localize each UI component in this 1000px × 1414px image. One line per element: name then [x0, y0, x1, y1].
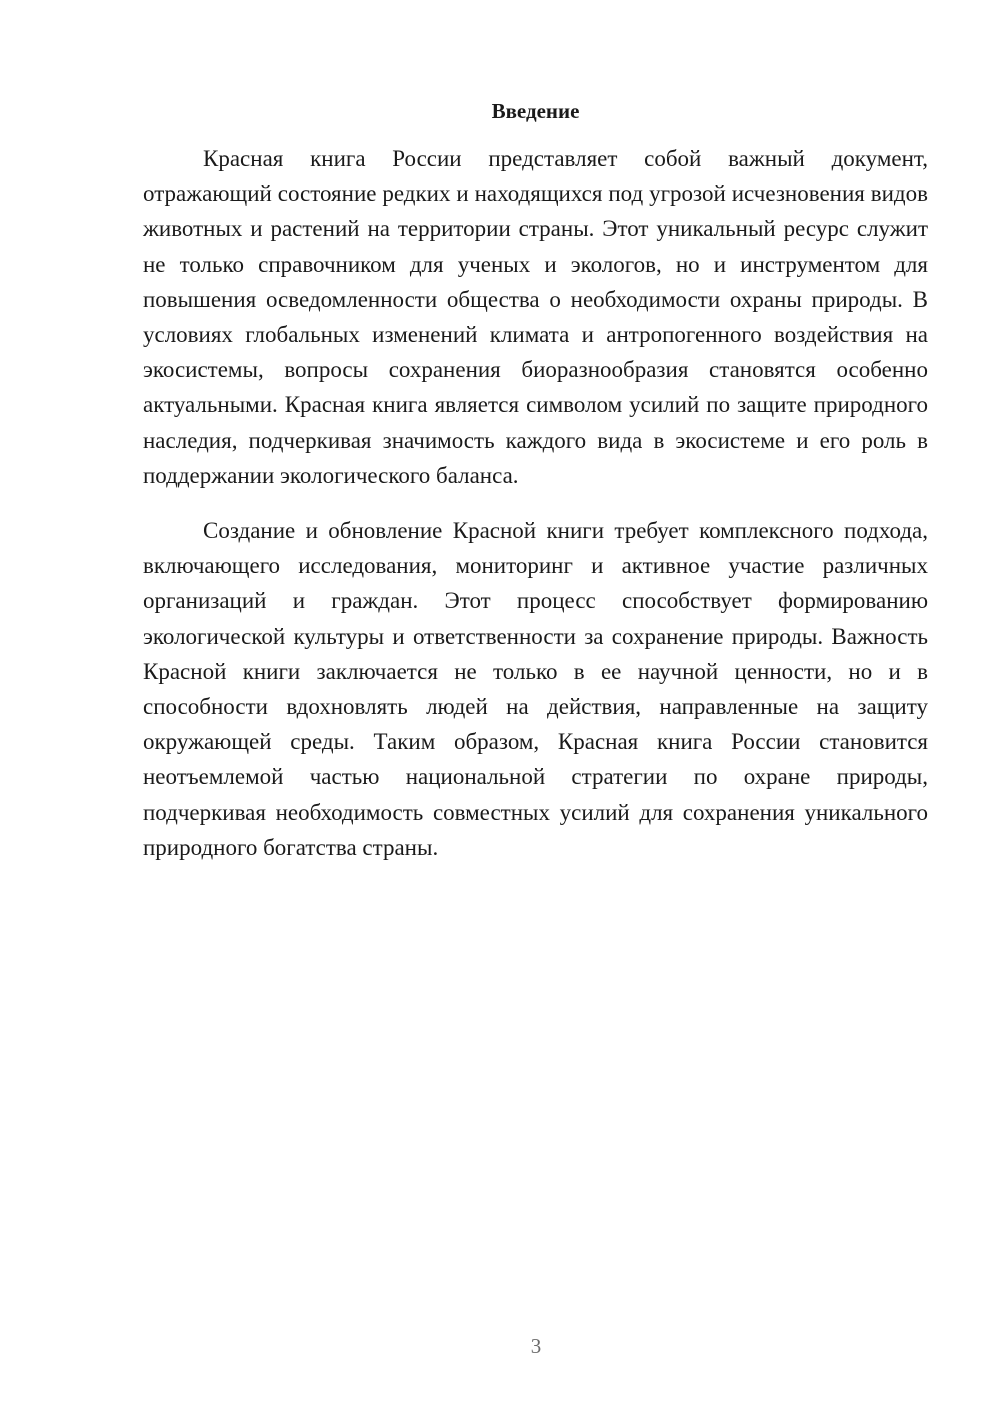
body-text	[143, 141, 928, 865]
paragraph-1: Красная книга России представляет собой важный документ, отражающий состояние редких и находящихся под угрозой исчезновения видов животных и растений на территории страны. Этот уникальный ресурс служит не только справочником для ученых и экологов, но и инструментом для повышения осведомленности общества о необходимости охраны природы. В условиях глобальных изменений климата и антропогенного воздействия на экосистемы, вопросы сохранения биоразнообразия становятся особенно актуальными. Красная книга является символом усилий по защите природного наследия, подчеркивая значимость каждого вида в экосистеме и его роль в поддержании экологического баланса.	[143, 146, 928, 488]
paragraph-2: Создание и обновление Красной книги требует комплексного подхода, включающего исследования, мониторинг и активное участие различных организаций и граждан. Этот процесс способствует формированию экологической культуры и ответственности за сохранение природы. Важность Красной книги заключается не только в ее научной ценности, но и в способности вдохновлять людей на действия, направленные на защиту окружающей среды. Таким образом, Красная книга России становится неотъемлемой частью национальной стратегии по охране природы, подчеркивая необходимость совместных усилий для сохранения уникального природного богатства страны.	[143, 518, 928, 860]
page-number: 3	[530, 1334, 542, 1358]
page-title: Введение	[491, 99, 580, 123]
